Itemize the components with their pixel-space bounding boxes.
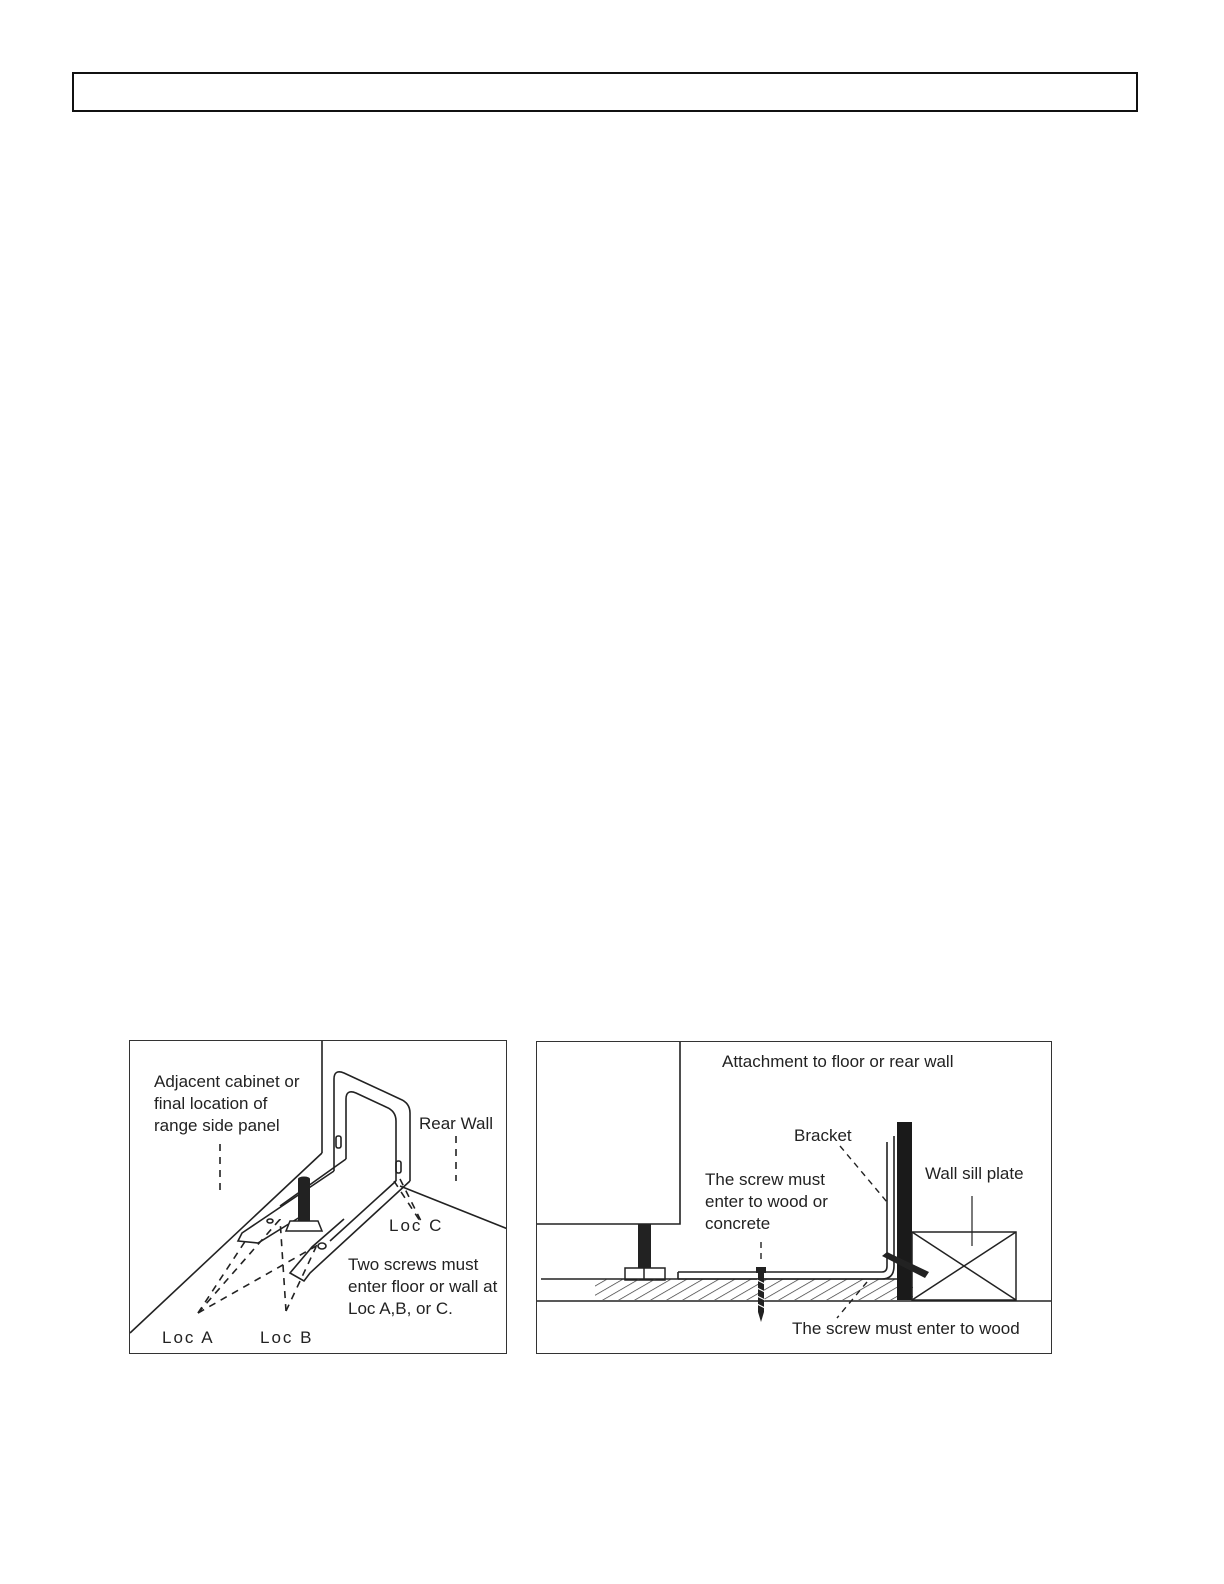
screws-note-label: Two screws must enter floor or wall at Loc A,B, or C.: [348, 1255, 498, 1318]
wall-sill-plate-label: Wall sill plate: [925, 1164, 1024, 1183]
loc-a-label: Loc A: [162, 1328, 215, 1347]
attachment-title: Attachment to floor or rear wall: [722, 1052, 954, 1071]
anti-tip-bracket-perspective-figure: [129, 1040, 507, 1354]
adjacent-cabinet-label: Adjacent cabinet or final location of range side panel: [154, 1072, 300, 1135]
screw-wood-label: The screw must enter to wood: [792, 1319, 1020, 1338]
loc-c-label: Loc C: [389, 1216, 444, 1235]
loc-b-label: Loc B: [260, 1328, 314, 1347]
bracket-label: Bracket: [794, 1126, 852, 1145]
rear-wall-label: Rear Wall: [419, 1114, 493, 1133]
screw-wood-concrete-label: The screw must enter to wood or concrete: [705, 1170, 828, 1233]
header-box: [72, 72, 1138, 112]
attachment-cross-section-figure: [536, 1041, 1052, 1354]
